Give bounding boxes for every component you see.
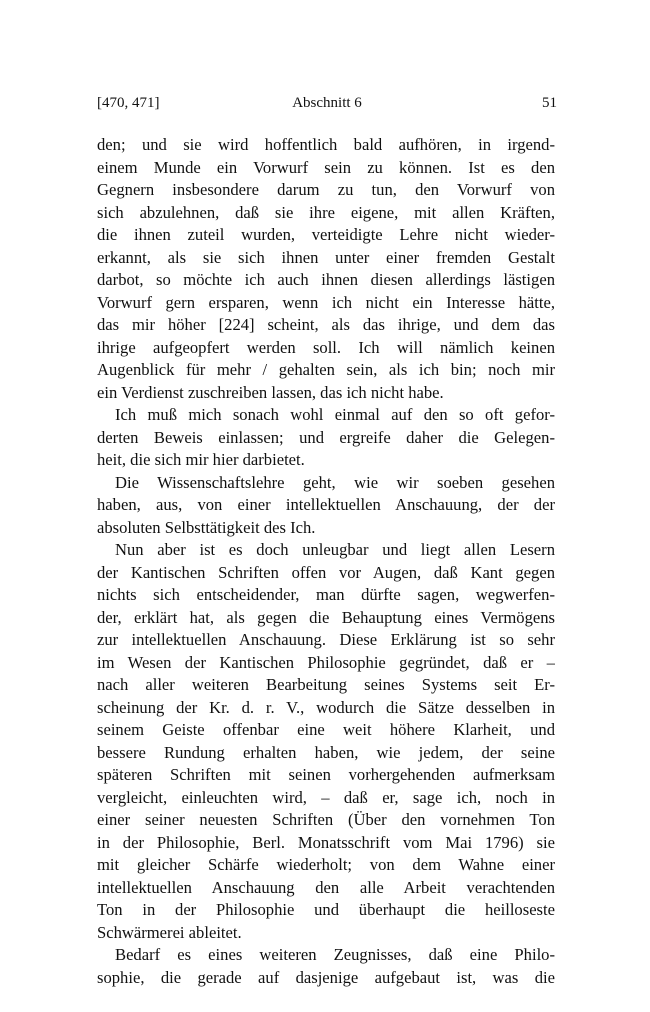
text-line: die ihnen zuteil wurden, verteidigte Lehre nicht wieder- bbox=[97, 225, 555, 244]
text-line: scheinung der Kr. d. r. V., wodurch die Sätze desselben in bbox=[97, 697, 555, 717]
text-line: das mir höher [224] scheint, als das ihrige, und dem das bbox=[97, 315, 555, 334]
text-line: absoluten Selbsttätigkeit des Ich. bbox=[97, 517, 316, 537]
body-text bbox=[97, 134, 555, 989]
text-line: Nun aber ist es doch unleugbar und liegt allen Lesern bbox=[115, 540, 555, 559]
text-line: sich abzulehnen, daß sie ihre eigene, mit allen Kräften, bbox=[97, 202, 555, 222]
text-line: einer seiner neuesten Schriften (Über den vornehmen Ton bbox=[97, 810, 555, 829]
text-line: seinem Geiste offenbar eine weit höhere Klarheit, und bbox=[97, 720, 555, 739]
text-line: der, erklärt hat, als gegen die Behauptung eines Vermögens bbox=[97, 607, 555, 627]
text-line: Ton in der Philosophie und überhaupt die heilloseste bbox=[97, 900, 555, 919]
section-title: Abschnitt 6 bbox=[292, 95, 362, 111]
text-line: in der Philosophie, Berl. Monatsschrift vom Mai 1796) sie bbox=[97, 832, 555, 852]
text-line: zur intellektuellen Anschauung. Diese Erklärung ist so sehr bbox=[97, 630, 555, 649]
text-line: erkannt, als sie sich ihnen unter einer fremden Gestalt bbox=[97, 247, 555, 267]
text-line: der Kantischen Schriften offen vor Augen, daß Kant gegen bbox=[97, 562, 555, 582]
text-line: Ich muß mich sonach wohl einmal auf den so oft gefor- bbox=[115, 405, 555, 424]
text-line: intellektuellen Anschauung den alle Arbeit verachtenden bbox=[97, 877, 555, 897]
text-line: Gegnern insbesondere darum zu tun, den Vorwurf von bbox=[97, 180, 555, 199]
text-line: nichts sich entscheidender, man dürfte sagen, wegwerfen- bbox=[97, 585, 555, 604]
text-line: mit gleicher Schärfe wiederholt; von dem Wahne einer bbox=[97, 855, 555, 874]
text-line: bessere Rundung erhalten haben, wie jedem, der seine bbox=[97, 742, 555, 762]
text-line: den; und sie wird hoffentlich bald aufhören, in irgend- bbox=[97, 135, 555, 154]
text-line: Schwärmerei ableitet. bbox=[97, 922, 242, 942]
text-line: derten Beweis einlassen; und ergreife daher die Gelegen- bbox=[97, 427, 555, 447]
text-line: nach aller weiteren Bearbeitung seines Systems seit Er- bbox=[97, 675, 555, 694]
text-line: sophie, die gerade auf dasjenige aufgebaut ist, was die bbox=[97, 967, 555, 987]
text-line: Vorwurf gern ersparen, wenn ich nicht ein Interesse hätte, bbox=[97, 292, 555, 312]
text-line: vergleicht, einleuchten wird, – daß er, sage ich, noch in bbox=[97, 787, 555, 807]
text-line: späteren Schriften mit seinen vorhergehenden aufmerksam bbox=[97, 765, 555, 784]
text-line: im Wesen der Kantischen Philosophie gegründet, daß er – bbox=[97, 652, 555, 672]
text-line: darbot, so möchte ich auch ihnen diesen allerdings lästigen bbox=[97, 270, 555, 289]
text-line: Die Wissenschaftslehre geht, wie wir soeben gesehen bbox=[115, 472, 555, 492]
text-line: Bedarf es eines weiteren Zeugnisses, daß eine Philo- bbox=[115, 945, 555, 964]
text-line: ihrige aufgeopfert werden soll. Ich will nämlich keinen bbox=[97, 337, 555, 357]
text-line: ein Verdienst zuschreiben lassen, das ich nicht habe. bbox=[97, 382, 444, 402]
text-line: heit, die sich mir hier darbietet. bbox=[97, 450, 305, 469]
page-number: 51 bbox=[542, 95, 557, 111]
text-line: Augenblick für mehr / gehalten sein, als ich bin; noch mir bbox=[97, 360, 555, 379]
page-reference: [470, 471] bbox=[97, 95, 160, 111]
text-line: einem Munde ein Vorwurf sein zu können. Ist es den bbox=[97, 157, 555, 177]
running-header bbox=[97, 95, 557, 119]
text-line: haben, aus, von einer intellektuellen Anschauung, der der bbox=[97, 495, 555, 514]
